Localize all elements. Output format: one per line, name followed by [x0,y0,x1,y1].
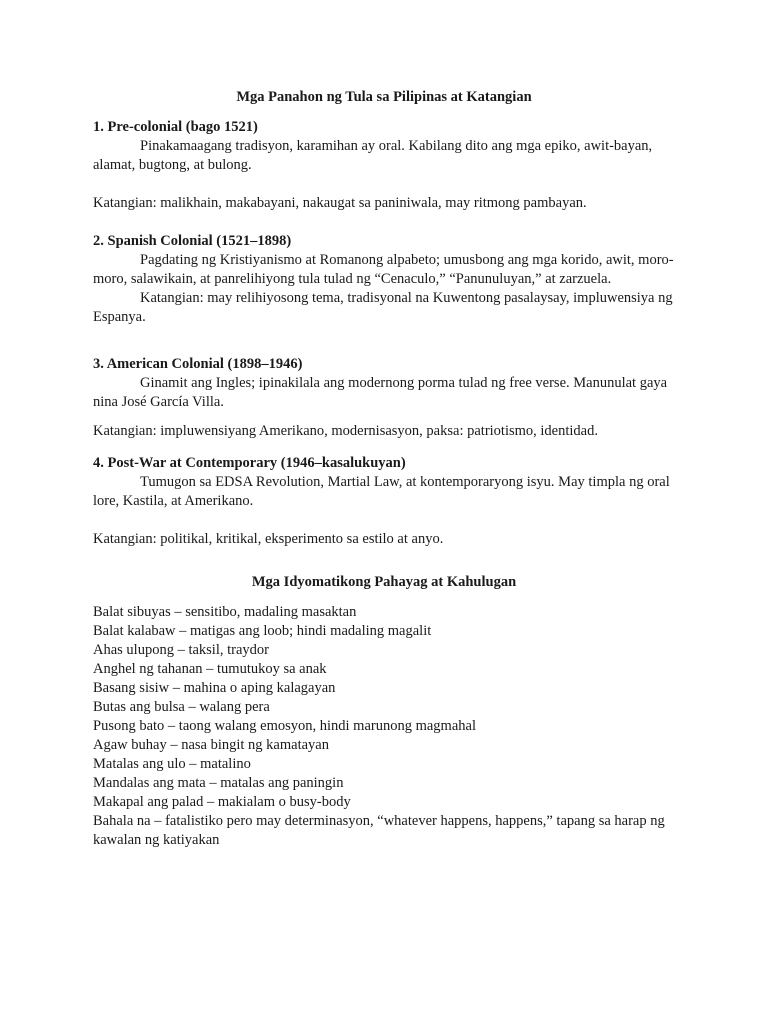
section-4-traits: Katangian: politikal, kritikal, eksperimento sa estilo at anyo. [93,531,444,547]
section-4-body: Tumugon sa EDSA Revolution, Martial Law, at kontemporaryong isyu. May timpla ng oral lore, Kastila, at Amerikano. [93,474,670,509]
idiom-item: Basang sisiw – mahina o aping kalagayan [93,680,336,696]
idiom-item: Ahas ulupong – taksil, traydor [93,642,269,658]
section-2-body: Pagdating ng Kristiyanismo at Romanong alpabeto; umusbong ang mga korido, awit, moro-moro, salawikain, at panrelihiyong tula tulad ng “Cenaculo,” “Panunuluyan,” at zarzuela. [93,252,674,287]
idiom-item: Makapal ang palad – makialam o busy-body [93,794,351,810]
section-3-heading: 3. American Colonial (1898–1946) [93,356,303,372]
idiom-item: Anghel ng tahanan – tumutukoy sa anak [93,661,327,677]
section-1-traits: Katangian: malikhain, makabayani, nakaugat sa paniniwala, may ritmong pambayan. [93,195,587,211]
idiom-item: Agaw buhay – nasa bingit ng kamatayan [93,737,329,753]
document-page [93,88,675,850]
section-3-traits: Katangian: impluwensiyang Amerikano, modernisasyon, paksa: patriotismo, identidad. [93,423,598,439]
document-title: Mga Panahon ng Tula sa Pilipinas at Katangian [236,89,532,105]
section-2-heading: 2. Spanish Colonial (1521–1898) [93,233,292,249]
idiom-item: Matalas ang ulo – matalino [93,756,251,772]
idiom-item: Balat sibuyas – sensitibo, madaling masaktan [93,604,357,620]
idiom-item: Pusong bato – taong walang emosyon, hindi marunong magmahal [93,718,476,734]
idioms-list [93,603,675,850]
section-2-traits: Katangian: may relihiyosong tema, tradisyonal na Kuwentong pasalaysay, impluwensiya ng Espanya. [93,290,673,325]
idiom-item: Mandalas ang mata – matalas ang paningin [93,775,344,791]
section-4-heading: 4. Post-War at Contemporary (1946–kasalukuyan) [93,455,406,471]
idiom-item: Bahala na – fatalistiko pero may determinasyon, “whatever happens, happens,” tapang sa harap ng kawalan ng katiyakan [93,813,665,848]
section-3-body: Ginamit ang Ingles; ipinakilala ang modernong porma tulad ng free verse. Manunulat gaya nina José García Villa. [93,375,668,410]
idioms-title: Mga Idyomatikong Pahayag at Kahulugan [251,574,517,590]
idiom-item: Balat kalabaw – matigas ang loob; hindi madaling magalit [93,623,432,639]
section-1-body: Pinakamaagang tradisyon, karamihan ay oral. Kabilang dito ang mga epiko, awit-bayan, alamat, bugtong, at bulong. [93,138,653,173]
idiom-item: Butas ang bulsa – walang pera [93,699,270,715]
section-1-heading: 1. Pre-colonial (bago 1521) [93,119,258,135]
